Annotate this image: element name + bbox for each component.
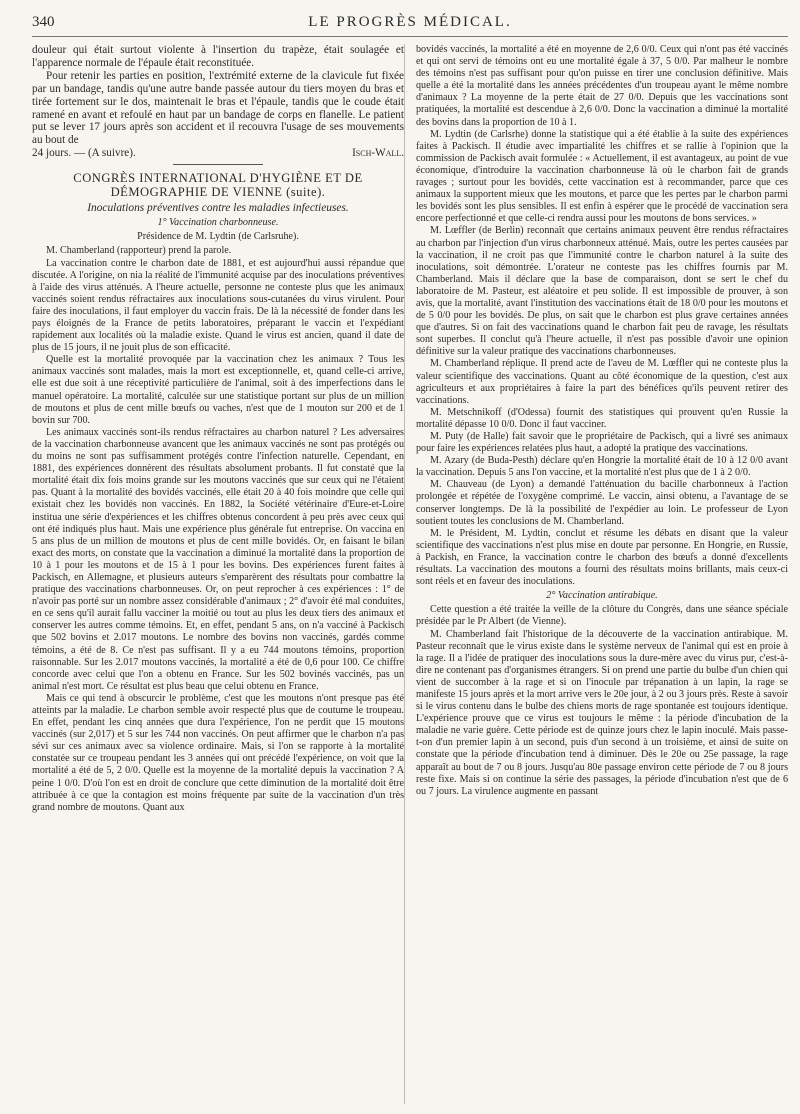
paragraph: Mais ce qui tend à obscurcir le problème, c'est que les moutons n'ont presque pas été atteints par la maladie. Le charbon semble avoir respecté plus que de coutume le troupeau. En effet, pendant les cinq années que dura l'expérience, l'on ne perdit que 15 moutons vaccinés (sur 2,017) et 5 sur les 744 non vaccinés. On peut affirmer que le charbon n'a pas sévi sur ces animaux avec sa violence ordinaire. Mais, si l'on se rapporte à la mortalité constatée sur ce troupeau pendant les 3 années qui ont précédé l'expérience, on voit que la mortalité a été de 5, 2 0/0. Quelle est la moyenne de la mortalité depuis la vaccination ? A peine 1 0/0. D'où l'on est en droit de conclure que cette diminution de la mortalité doit être attribuée à ce que la contagion est moins fréquente par suite de la vaccination d'un très grand nombre de moutons. Quant aux (32, 692, 404, 813)
page-number: 340 (32, 14, 55, 30)
paragraph: Cette question a été traitée la veille de la clôture du Congrès, dans une séance spéciale présidée par le Pr Albert (de Vienne). (416, 604, 788, 628)
paragraph: M. le Président, M. Lydtin, conclut et résume les débats en disant que la valeur scientifique des vaccinations n'est plus mise en doute par personne. En Hongrie, en Russie, à Packish, en France, la vaccination contre le charbon des bœufs a donné d'excellents résultats. La vaccination des moutons a fourni des résultats moins brillants, mais ceux-ci sont réels et en faveur des inoculations. (416, 527, 788, 588)
paragraph: Quelle est la mortalité provoquée par la vaccination chez les animaux ? Tous les animaux vaccinés sont malades, mais la mort est exceptionnelle, et, quand celle-ci arrive, elle est due soit à une réceptivité particulière de l'animal, soit à des imperfections dans le manuel opératoire. La mortalité, calculée sur une statistique portant sur plus de un million de moutons et plus de cent mille bœufs ou vaches, n'est que de 1 mouton sur 200 et de 1 bovin sur 700. (32, 354, 404, 426)
subsection-title: 2° Vaccination antirabique. (546, 590, 658, 602)
paragraph: M. Puty (de Halle) fait savoir que le propriétaire de Packisch, qui a livré ses animaux pour faire les expériences relatées plus haut, a adopté la pratique des vaccinations. (416, 431, 788, 455)
paragraph: M. Chamberland (rapporteur) prend la parole. (46, 245, 232, 257)
page-header (32, 14, 788, 37)
paragraph: M. Lœffler (de Berlin) reconnaît que certains animaux peuvent être rendus réfractaires au charbon par l'injection d'un virus charbonneux atténué. Mais, outre les pertes causées par la vaccination, il ne croit pas que l'immunité contre le charbon naturel à la suite des inoculations, soit démontrée. L'orateur ne conteste pas les chiffres fournis par M. Chamberland. Mais il déclare que la base de comparaison, dont se sert le chef du laboratoire de M. Pasteur, est aléatoire et peu solide. Il est impossible de prouver, à son avis, que la mortalité, avant l'institution des vaccinations était de 18 0/0 pour les moutons et de 5 0/0 pour les bovidés. De plus, on sait que le charbon est plus grave certaines années que d'autres. Si on fait des vaccinations quand le charbon fait peu de ravage, les résultats sont superbes. Il conclut qu'à l'heure actuelle, il n'est pas possible d'avoir une opinion définitive sur la valeur pratique des vaccinations charbonneuses. (416, 225, 788, 358)
paragraph: La vaccination contre le charbon date de 1881, et est aujourd'hui aussi répandue que discutée. A l'origine, on nia la réalité de l'immunité acquise par des inoculations préventives à l'aide des virus atténués. A l'heure actuelle, personne ne conteste plus que les animaux vaccinés soient rendus réfractaires aux inoculations sous-cutanées du virus virulent. Pour faire des inoculations, il faut employer du vaccin frais. De là la nécessité de fonder dans les pays éloignés de la France de petits laboratoires, préparant le vaccin et l'expédiant rapidement aux localités où la maladie existe. Quand le virus est ancien, quand il date de plus de 15 jours, il ne jouit plus de son efficacité. (32, 257, 404, 354)
right-column (416, 44, 788, 798)
paragraph: M. Chamberland fait l'historique de la découverte de la vaccination antirabique. M. Pasteur reconnaît que le virus existe dans le système nerveux de l'animal qui est en proie à la rage. Il a l'idée de pratiquer des inoculations sous la dure-mère avec du virus pur, c'est-à-dire ne contenant pas d'organismes étrangers. Si on prend une partie du bulbe d'un chien qui vient de succomber à la rage et si on l'inocule par trépanation à un lapin, la rage se manifeste 15 jours après et la mort arrive vers le 20e jour, à 2 ou 3 jours près. Reste à savoir si le virus contenu dans le bulbe des chiens morts de rage spontanée est toujours identique. L'expérience prouve que ce virus est toujours le même : la période d'incubation de la maladie ne varie guère. Cette période est de quinze jours chez le lapin inoculé. Mais passe-t-on d'un premier lapin à un second, puis d'un second à un troisième, et ainsi de suite on constate que la période d'incubation tend à diminuer. Dès le 20e ou 25e passage, la rage apparaît au bout de 7 ou 8 jours. Jusqu'au 80e passage environ cette période de 7 ou 8 jours reste fixe. Mais si on continue la série des passages, la période d'incubation n'est que de 6 ou 7 jours. La virulence augmente en passant (416, 628, 788, 797)
author-signature: Isch-Wall. (352, 147, 404, 160)
section-rule (173, 164, 263, 165)
section-title: Inoculations préventives contre les maladies infectieuses. (87, 202, 349, 215)
paragraph: bovidés vaccinés, la mortalité a été en moyenne de 2,6 0/0. Ceux qui n'ont pas été vaccinés et qui ont servi de témoins ont eu une mortalité égale à 37, 5 0/0. Par malheur le nombre des témoins n'est pas suffisant pour qu'on puisse en tirer une conclusion définitive. Mais quelle a été la mortalité dans les années précédentes d'un troupeau ayant le même nombre d'animaux ? La moyenne de la perte était de 27 0/0. Depuis que les vaccinations sont pratiquées, la mortalité est descendue à 2,6 0/0. Donc la vaccination a diminué la mortalité des bovins dans la proportion de 10 à 1. (416, 44, 788, 128)
paragraph: M. Chauveau (de Lyon) a demandé l'atténuation du bacille charbonneux à l'action prolongée et répétée de l'oxygène comprimé. Le vaccin, ainsi obtenu, a l'avantage de se conserver longtemps. De là la possibilité de l'expédier au loin. Le professeur de Lyon soutient toutes les conclusions de M. Chamberland. (416, 479, 788, 527)
subsection-title: 1° Vaccination charbonneuse. (157, 217, 279, 229)
journal-title: LE PROGRÈS MÉDICAL. (308, 14, 512, 30)
paragraph: M. Metschnikoff (d'Odessa) fournit des statistiques qui prouvent qu'en Russie la mortalité dépasse 10 0/0. Donc il faut vacciner. (416, 406, 788, 430)
presidence-line: Présidence de M. Lydtin (de Carlsruhe). (137, 231, 299, 243)
paragraph: M. Chamberland réplique. Il prend acte de l'aveu de M. Lœffler qui ne conteste plus la valeur scientifique des vaccinations. Quant au côté économique de la question, c'est aux agriculteurs et aux propriétaires à faire la part des bénéfices qu'ils peuvent retirer des vaccinations. (416, 358, 788, 406)
signature-line (32, 147, 404, 160)
paragraph: M. Lydtin (de Carlsrhe) donne la statistique qui a été établie à la suite des expériences faites à Packisch. Il étudie avec impartialité les chiffres et se rallie à l'opinion que la commission de Packisch avait formulée : « Actuellement, il est avantageux, au point de vue économique, d'introduire la vaccination charbonneuse là où le charbon fait de grands ravages ; surtout pour les bovidés, cette vaccination est à recommander, parce que ces animaux la supportent mieux que les moutons, et parce que les pertes par le charbon parmi les bovidés sont les plus sensibles. Il est enfin à espérer que le procédé de vaccination sera encore perfectionné et que celle-ci rendra aussi pour les moutons de bons services. » (416, 128, 788, 225)
paragraph: M. Azary (de Buda-Pesth) déclare qu'en Hongrie la mortalité était de 10 à 12 0/0 avant la vaccination. Depuis 5 ans l'on vaccine, et la mortalité n'est plus que de 1 à 2 0/0. (416, 455, 788, 479)
to-be-continued: 24 jours. — (A suivre). (32, 147, 136, 160)
paragraph: douleur qui était surtout violente à l'insertion du trapèze, était soulagée et l'apparence normale de l'épaule était reconstituée. (32, 44, 404, 69)
paragraph: Pour retenir les parties en position, l'extrémité externe de la clavicule fut fixée par un bandage, tandis qu'une autre bande passée autour du tiers moyen du bras et tirée fortement sur le dos, maintenait le bras et l'épaule, tandis que le coude était ramené en avant et refoulé en haut par un bandage de corps en flanelle. Le patient put se lever 17 jours après son accident et il recouvra l'usage de ses mouvements au bout de (32, 69, 404, 147)
congress-title: CONGRÈS INTERNATIONAL D'HYGIÈNE ET DE DÉMOGRAPHIE DE VIENNE (suite). (73, 171, 363, 200)
left-column (32, 44, 404, 814)
column-divider (404, 44, 405, 1104)
paragraph: Les animaux vaccinés sont-ils rendus réfractaires au charbon naturel ? Les adversaires de la vaccination charbonneuse avancent que les animaux vaccinés ne sont pas protégés ou du moins ne sont pas suffisamment protégés contre l'infection naturelle. Cependant, en 1881, des expériences donnèrent des résultats absolument probants. Il fut constaté que la mortalité était dix fois moins grande sur les moutons vaccinés que sur ceux qui ne l'étaient pas. Quant à la mortalité des bovidés vaccinés, elle était 20 à 40 fois moindre que celle qui existait chez les bovidés non vaccinés. En 1882, la Société vétérinaire d'Eure-et-Loire institua une série d'expériences et les chiffres obtenus concordent à peu près avec ceux qui ont été indiqués plus haut. Mais une expérience plus générale fut entreprise. On vaccina en 5 ans plus de un million de moutons et plus de cent mille bovidés. Or, en faisant le bilan exact des morts, on constate que la vaccination a diminué la mortalité dans la proportion de 10 à 1 pour les moutons et de 15 à 1 pour les bovins. Des expériences furent faites à Packisch, en Allemagne, et plusieurs auteurs s'emparèrent des résultats pour combattre la pratique des vaccinations charbonneuses. Or, on peut reprocher à ces expériences : 1° de n'avoir pas porté sur un nombre assez considérable d'animaux ; 2° d'avoir été mal conduites, en ce sens qu'il aurait fallu vacciner la moitié ou tout au plus les deux tiers des animaux et conserver les autres comme témoins. Et, en effet, pendant 5 ans, on n'a vacciné à Packisch que 502 bovins et 2.017 moutons. Le nombre des bovins non vaccinés, gardés comme témoins, a été de 8. Ce n'est pas suffisant. Il y a eu 744 moutons témoins, proportion raisonnable. Sur les 2.017 moutons vaccinés, la mortalité a été de 0,6 pour 100. Ce chiffre concorde avec celui que l'on a obtenu en France. Sur les 502 bovinés vaccinés, pas un animal n'est mort. Ce résultat est plus beau que celui obtenu en France. (32, 426, 404, 692)
